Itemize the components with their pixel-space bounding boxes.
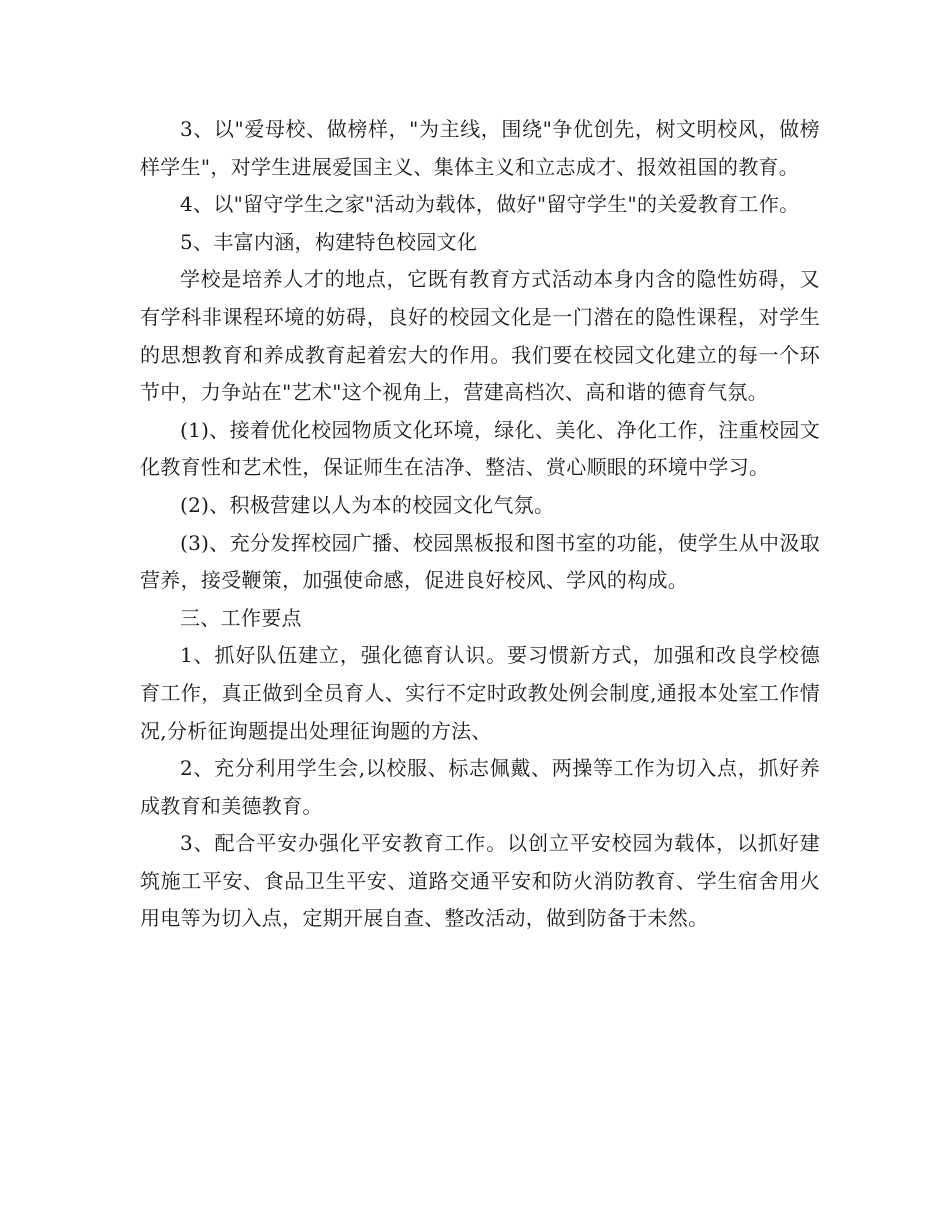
paragraph-sub-item-3: (3)、充分发挥校园广播、校园黑板报和图书室的功能，使学生从中汲取营养，接受鞭策，加强使命感，促进良好校风、学风的构成。 bbox=[140, 530, 820, 593]
paragraph-work-point-1: 1、抓好队伍建立，强化德育认识。要习惯新方式，加强和改良学校德育工作，真正做到全员育人、实行不定时政教处例会制度,通报本处室工作情况,分析征询题提出处理征询题的方法、 bbox=[140, 643, 820, 743]
section-heading-work-points: 三、工作要点 bbox=[180, 605, 302, 630]
paragraph-item-5-campus-culture: 5、丰富内涵，构建特色校园文化 bbox=[180, 229, 478, 254]
paragraph-sub-item-1: (1)、接着优化校园物质文化环境，绿化、美化、净化工作，注重校园文化教育性和艺术性，保证师生在洁净、整洁、赏心顺眼的环境中学习。 bbox=[140, 417, 820, 480]
paragraph-sub-item-2: (2)、积极营建以人为本的校园文化气氛。 bbox=[180, 492, 555, 517]
paragraph-work-point-3: 3、配合平安办强化平安教育工作。以创立平安校园为载体，以抓好建筑施工平安、食品卫生平安、道路交通平安和防火消防教育、学生宿舍用火用电等为切入点，定期开展自查、整改活动，做到防备于未然。 bbox=[140, 831, 820, 931]
paragraph-item-4-left-behind-students: 4、以"留守学生之家"活动为载体，做好"留守学生"的关爱教育工作。 bbox=[180, 192, 800, 217]
document-body bbox=[140, 111, 820, 938]
paragraph-item-3-love-school: 3、以"爱母校、做榜样，"为主线，围绕"争优创先，树文明校风，做榜样学生"，对学生进展爱国主义、集体主义和立志成才、报效祖国的教育。 bbox=[140, 117, 820, 179]
paragraph-work-point-2: 2、充分利用学生会,以校服、标志佩戴、两操等工作为切入点，抓好养成教育和美德教育。 bbox=[140, 756, 820, 818]
paragraph-campus-culture-description: 学校是培养人才的地点，它既有教育方式活动本身内含的隐性妨碍，又有学科非课程环境的妨碍，良好的校园文化是一门潜在的隐性课程，对学生的思想教育和养成教育起着宏大的作用。我们要在校园文化建立的每一个环节中，力争站在"艺术"这个视角上，营建高档次、高和谐的德育气氛。 bbox=[140, 267, 820, 405]
